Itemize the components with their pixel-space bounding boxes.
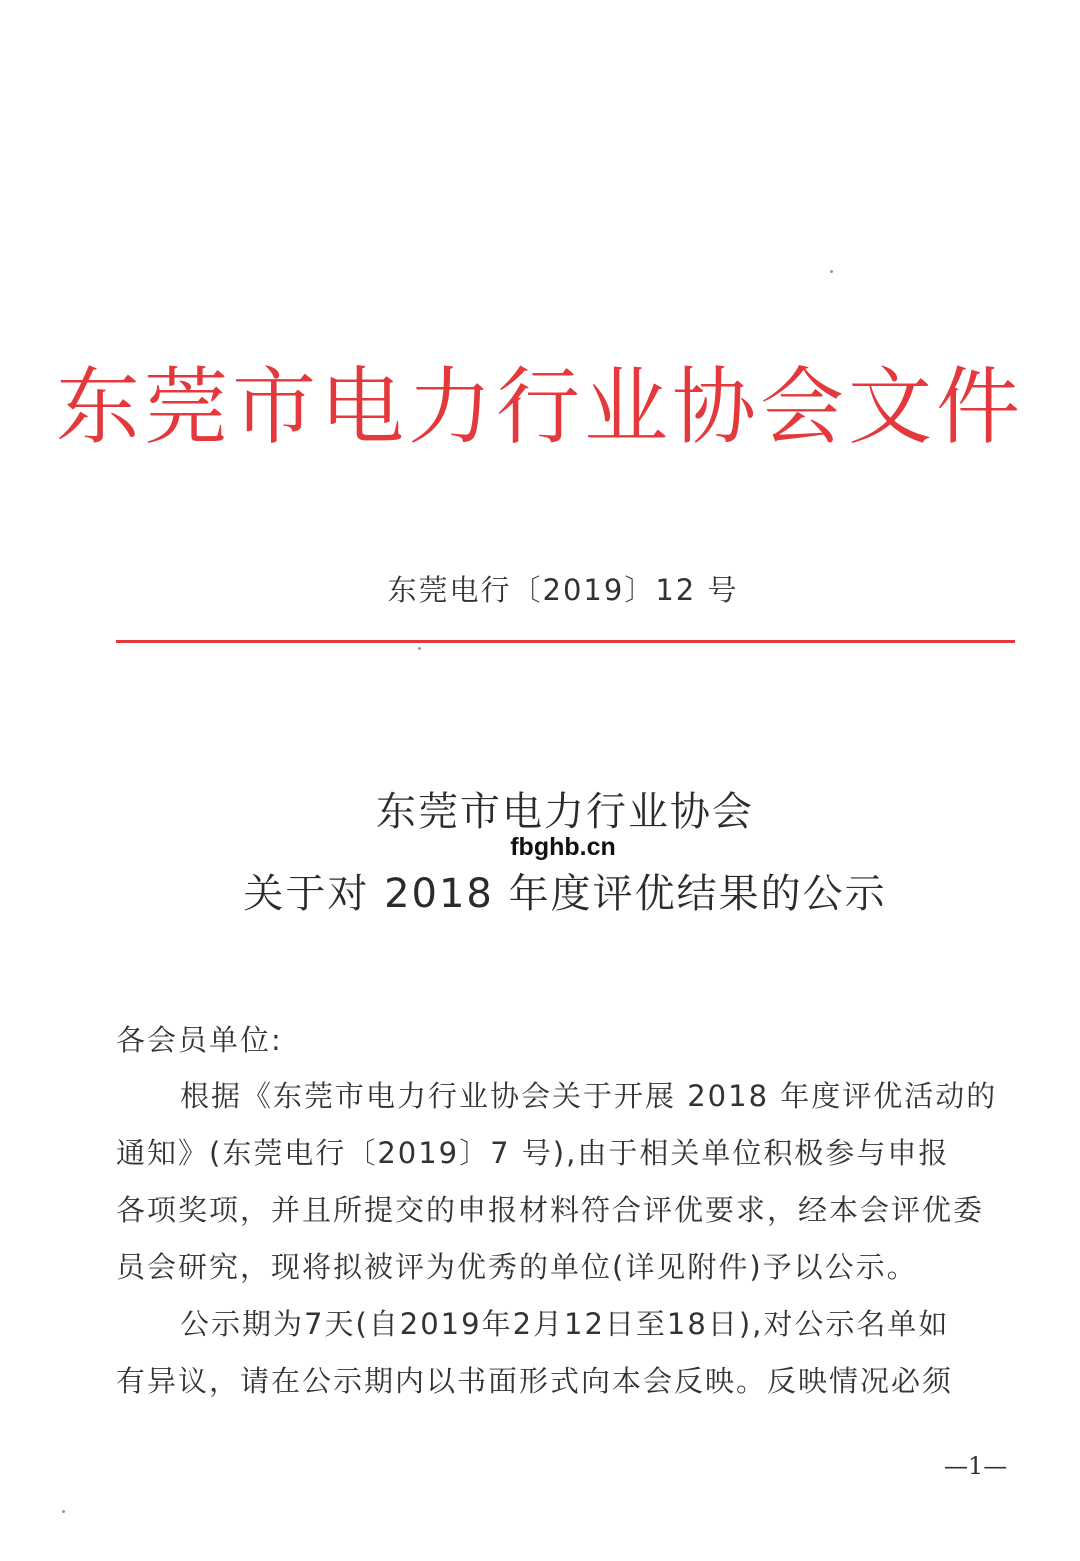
scan-speck [418,647,421,650]
watermark-text: fbghb.cn [510,833,616,861]
paragraph-2-line-1: 公示期为7天(自2019年2月12日至18日),对公示名单如 [180,1307,950,1341]
scan-speck [62,1510,65,1513]
notice-title-line-2: 关于对 2018 年度评优结果的公示 [243,871,887,917]
paragraph-2-line-2: 有异议，请在公示期内以书面形式向本会反映。反映情况必须 [116,1364,954,1398]
scan-speck [830,270,833,273]
salutation: 各会员单位: [116,1023,283,1057]
document-number: 东莞电行〔2019〕12 号 [387,573,739,607]
paragraph-1-line-2: 通知》(东莞电行〔2019〕7 号),由于相关单位积极参与申报 [116,1136,950,1170]
org-document-header: 东莞市电力行业协会文件 [55,358,1024,456]
paragraph-1-line-3: 各项奖项，并且所提交的申报材料符合评优要求，经本会评优委 [116,1193,985,1227]
page-number: —1— [944,1452,1008,1480]
notice-title-line-1: 东莞市电力行业协会 [376,789,754,835]
red-divider-line [116,640,1015,643]
paragraph-1-line-1: 根据《东莞市电力行业协会关于开展 2018 年度评优活动的 [180,1079,998,1113]
paragraph-1-line-4: 员会研究，现将拟被评为优秀的单位(详见附件)予以公示。 [116,1250,918,1284]
